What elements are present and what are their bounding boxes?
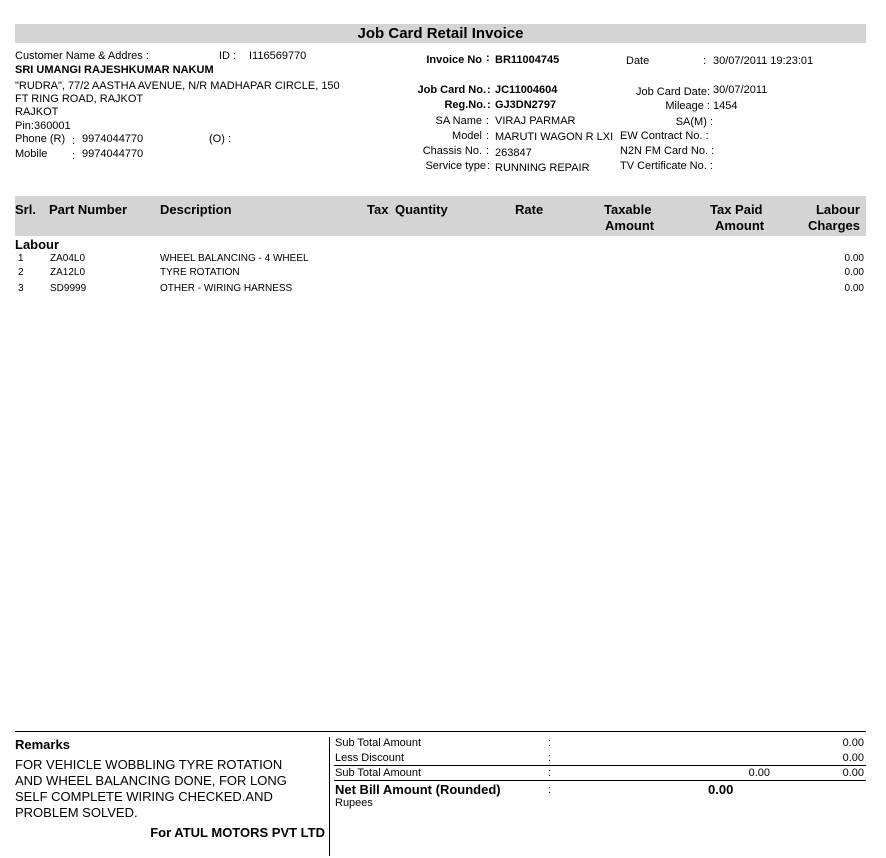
colon: :: [487, 160, 491, 172]
net-rule: [334, 780, 866, 781]
colon: :: [548, 784, 552, 796]
header-taxable-amount: Amount: [605, 218, 655, 233]
sa-m-label: SA(M) :: [675, 116, 713, 128]
ew-contract-label: EW Contract No. :: [620, 130, 709, 142]
model-label: Model: [452, 130, 482, 142]
job-card-date-value: 30/07/2011: [713, 84, 768, 96]
address-line: RAJKOT: [15, 106, 59, 118]
header-labour-charges: Charges: [807, 218, 860, 233]
sa-name-label: SA Name: [435, 115, 482, 127]
address-line: FT RING ROAD, RAJKOT: [15, 93, 144, 105]
reg-no-value: GJ3DN2797: [495, 99, 557, 111]
sa-name-value: VIRAJ PARMAR: [495, 115, 576, 127]
mileage-label: Mileage :: [665, 100, 710, 112]
subtotal2-mid-value: 0.00: [748, 767, 770, 779]
header-description: Description: [160, 202, 232, 217]
signatory: For ATUL MOTORS PVT LTD: [150, 825, 325, 840]
remarks-text: FOR VEHICLE WOBBLING TYRE ROTATION AND WHEEL BALANCING DONE, FOR LONG SELF COMPLETE WIRING CHECKED.AND PROBLEM SOLVED.: [15, 757, 287, 820]
subtotal-rule: [334, 765, 866, 766]
colon: :: [703, 55, 707, 67]
tv-certificate-label: TV Certificate No. :: [620, 160, 713, 172]
row-srl: 1: [18, 253, 24, 264]
service-type-label: Service type: [425, 160, 486, 172]
colon: :: [486, 52, 490, 64]
header-srl: Srl.: [15, 202, 36, 217]
chassis-label: Chassis No.: [422, 145, 482, 157]
colon: :: [486, 145, 490, 157]
header-tax-paid-amount: Amount: [715, 218, 765, 233]
customer-label: Customer Name & Addres :: [15, 50, 149, 62]
phone-sep: :: [72, 135, 76, 147]
invoice-title: Job Card Retail Invoice: [357, 25, 524, 42]
subtotal2-value: 0.00: [842, 767, 864, 779]
row-part: ZA04L0: [50, 253, 86, 264]
colon: :: [486, 130, 490, 142]
less-discount-label: Less Discount: [335, 752, 405, 764]
colon: :: [486, 115, 490, 127]
customer-id-label: ID :: [219, 50, 237, 62]
reg-no-label: Reg.No.: [444, 99, 486, 111]
chassis-value: 263847: [495, 147, 532, 159]
footer-divider: [329, 737, 330, 856]
header-part-number: Part Number: [49, 202, 128, 217]
job-card-no-label: Job Card No.: [417, 84, 486, 96]
date-value: 30/07/2011 19:23:01: [713, 55, 814, 67]
colon: :: [548, 737, 552, 749]
colon: :: [548, 752, 552, 764]
colon: :: [548, 767, 552, 779]
mobile-value: 9974044770: [82, 148, 144, 160]
mobile-label: Mobile: [15, 148, 48, 160]
header-tax: Tax: [367, 202, 389, 217]
row-part: SD9999: [50, 283, 87, 294]
rupees-label: Rupees: [335, 797, 373, 809]
row-charges: 0.00: [844, 267, 864, 278]
invoice-no-label: Invoice No: [426, 54, 482, 66]
subtotal-value: 0.00: [842, 737, 864, 749]
model-value: MARUTI WAGON R LXI: [495, 131, 614, 143]
row-charges: 0.00: [844, 253, 864, 264]
row-desc: WHEEL BALANCING - 4 WHEEL: [160, 253, 309, 264]
less-discount-value: 0.00: [842, 752, 864, 764]
net-bill-label: Net Bill Amount (Rounded): [335, 782, 501, 797]
row-part: ZA12L0: [50, 267, 86, 278]
header-labour: Labour: [815, 202, 860, 217]
service-type-value: RUNNING REPAIR: [495, 162, 590, 174]
mobile-sep: :: [72, 150, 76, 162]
mileage-value: 1454: [713, 100, 738, 112]
job-card-date-label: Job Card Date:: [636, 86, 710, 98]
subtotal2-label: Sub Total Amount: [335, 767, 422, 779]
colon: :: [487, 84, 491, 96]
row-srl: 3: [18, 283, 24, 294]
section-labour: Labour: [15, 237, 60, 252]
colon: :: [487, 99, 491, 111]
phone-label: Phone (R): [15, 133, 66, 145]
net-bill-value: 0.00: [708, 782, 734, 797]
date-label: Date: [626, 55, 650, 67]
header-taxable: Taxable: [604, 202, 652, 217]
phone-value: 9974044770: [82, 133, 144, 145]
remarks-label: Remarks: [15, 737, 70, 752]
row-charges: 0.00: [844, 283, 864, 294]
address-pin: Pin:360001: [15, 120, 71, 132]
header-rate: Rate: [515, 202, 544, 217]
address-line: "RUDRA", 77/2 AASTHA AVENUE, N/R MADHAPAR CIRCLE, 150: [15, 80, 340, 92]
row-desc: OTHER - WIRING HARNESS: [160, 283, 293, 294]
invoice-no-value: BR11004745: [495, 54, 560, 66]
office-phone-label: (O) :: [209, 133, 231, 145]
job-card-no-value: JC11004604: [495, 84, 558, 96]
subtotal-label: Sub Total Amount: [335, 737, 422, 749]
customer-name: SRI UMANGI RAJESHKUMAR NAKUM: [15, 64, 214, 76]
row-srl: 2: [18, 267, 24, 278]
n2n-card-label: N2N FM Card No. :: [620, 145, 715, 157]
customer-id-value: I116569770: [249, 50, 307, 62]
footer-top-rule: [15, 731, 866, 732]
row-desc: TYRE ROTATION: [160, 267, 240, 278]
header-tax-paid: Tax Paid: [710, 202, 763, 217]
header-quantity: Quantity: [395, 202, 448, 217]
